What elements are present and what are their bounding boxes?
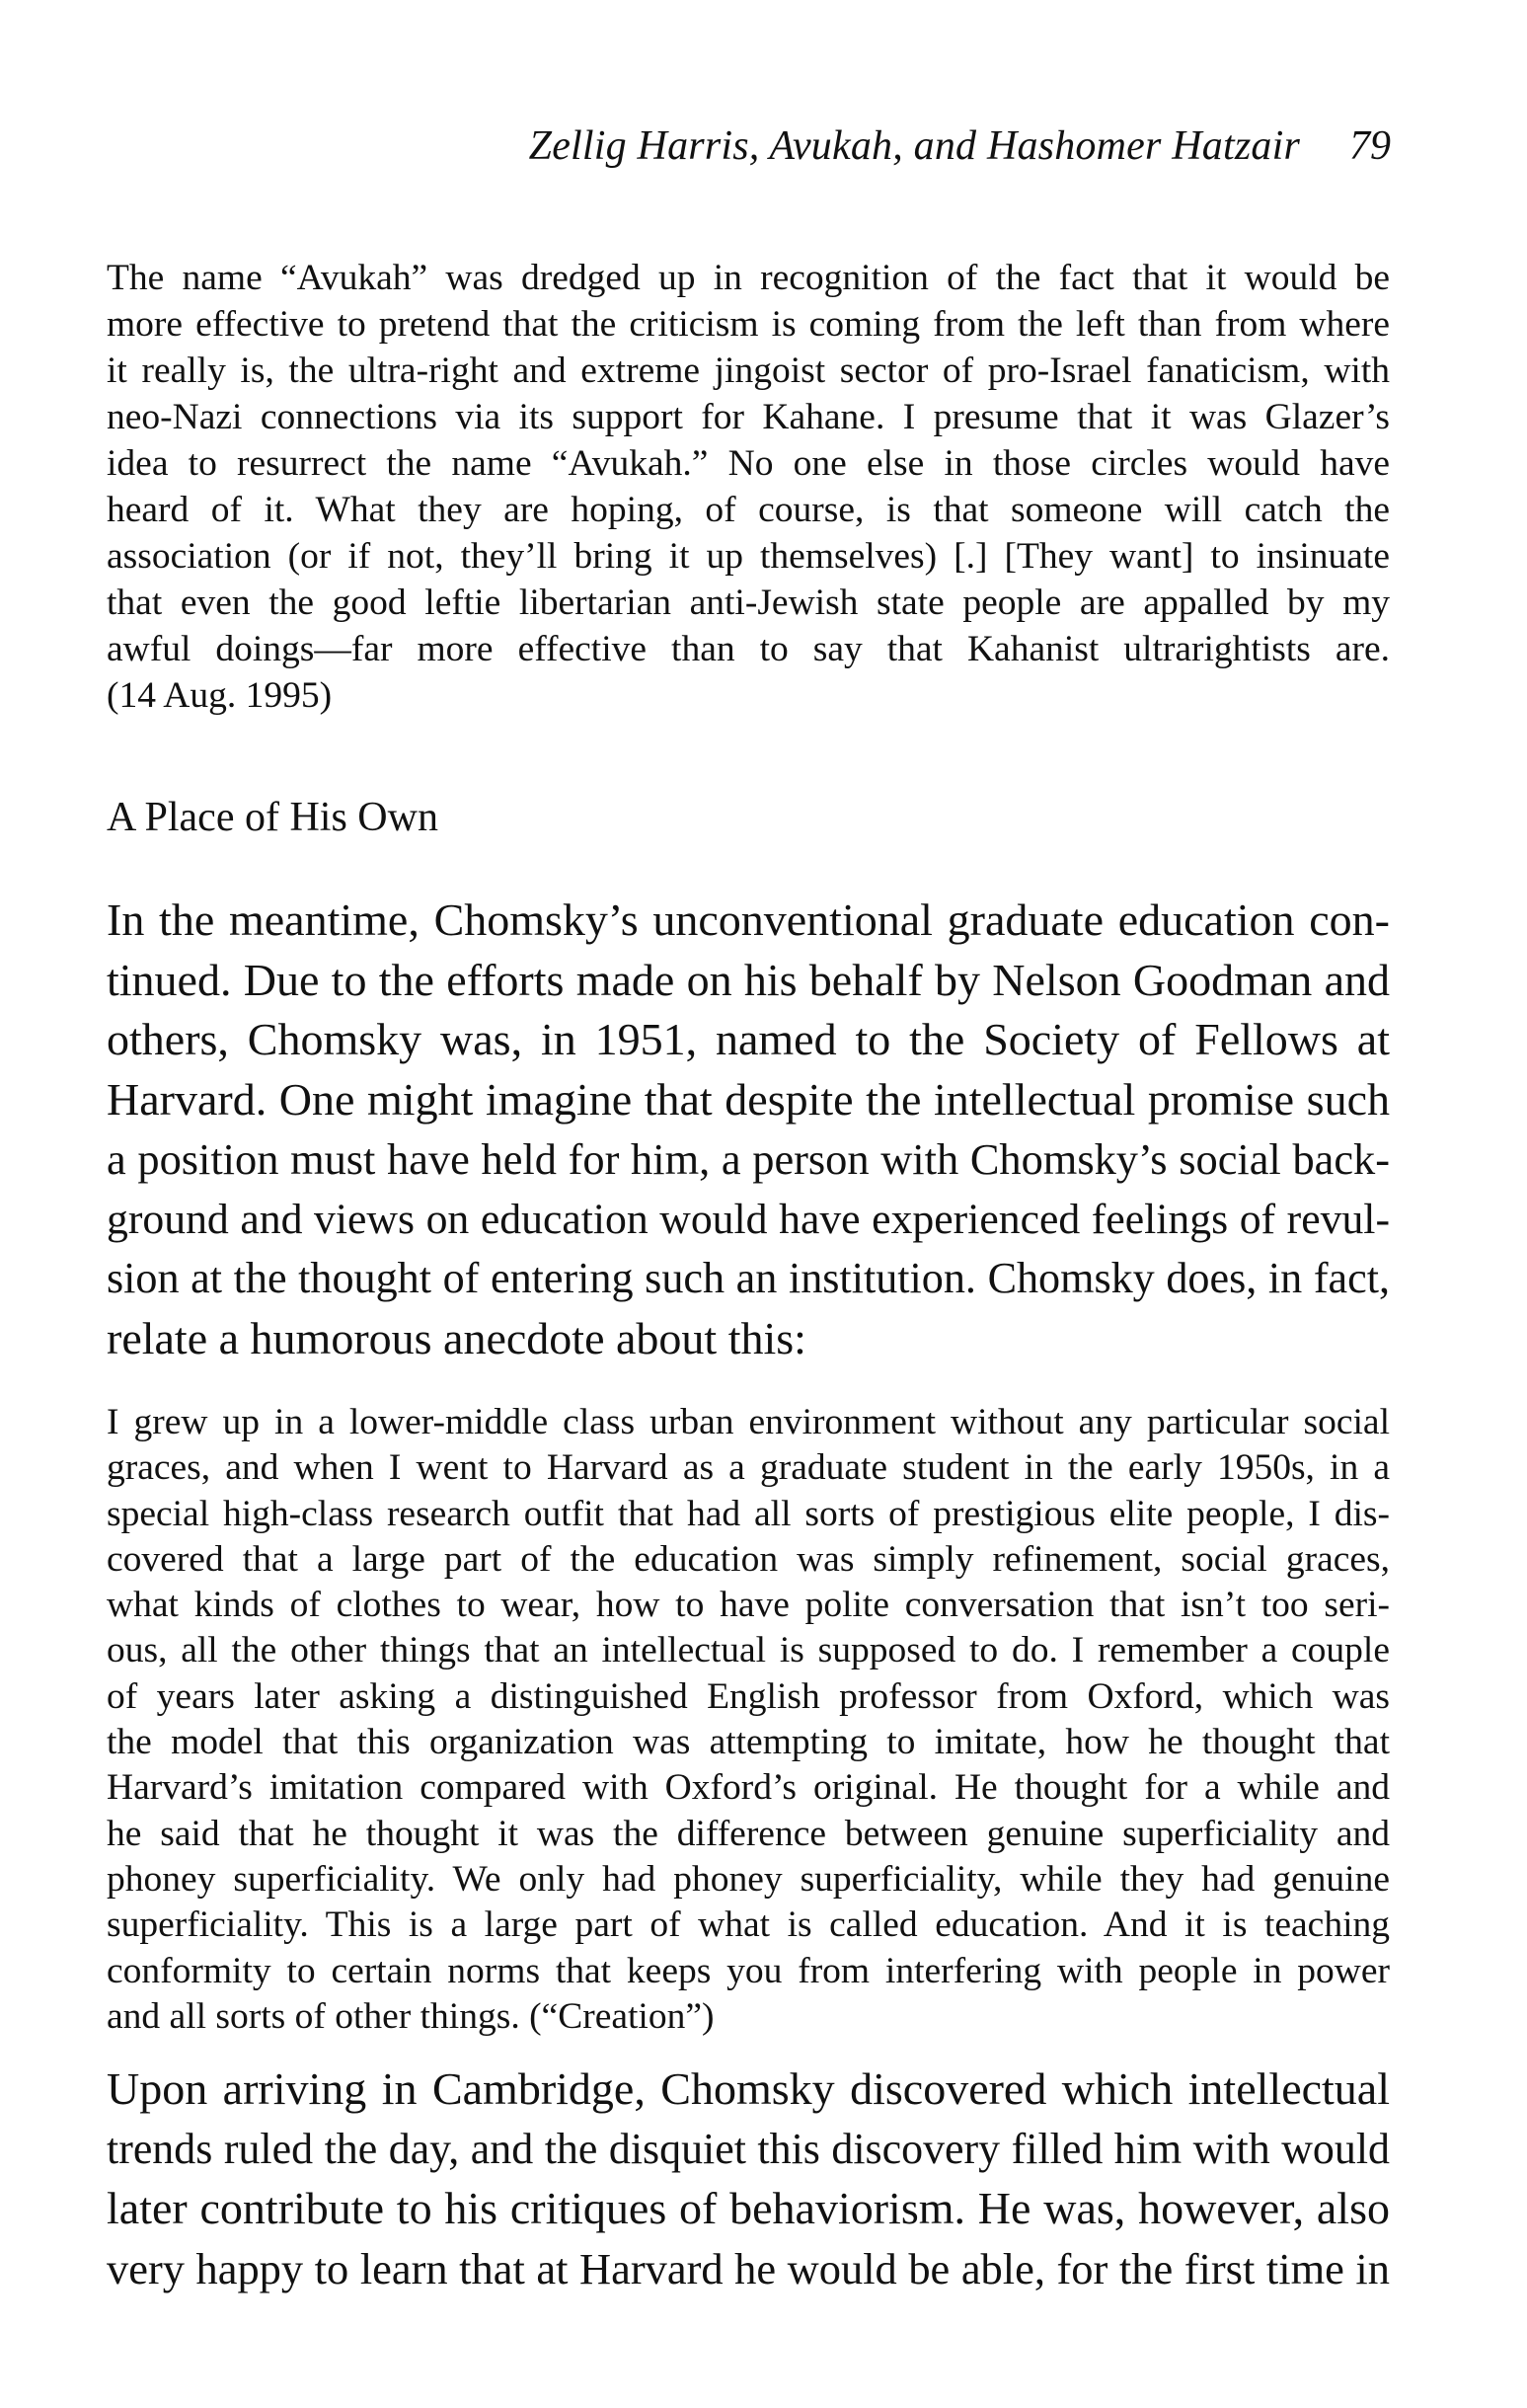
text-line: Harvard’s imitation compared with Oxford’s original. He thought for a while and <box>107 1767 1390 1809</box>
text-line: Upon arriving in Cambridge, Chomsky discovered which intellectual <box>107 2063 1390 2114</box>
text-line: sion at the thought of entering such an institution. Chomsky does, in fact, <box>107 1254 1390 1302</box>
text-line: In the meantime, Chomsky’s unconventional graduate education con- <box>107 894 1390 945</box>
text-line: he said that he thought it was the difference between genuine superficiality and <box>107 1813 1390 1854</box>
text-line: phoney superficiality. We only had phoney superficiality, while they had genuine <box>107 1858 1390 1900</box>
text-line: idea to resurrect the name “Avukah.” No one else in those circles would have <box>107 443 1390 484</box>
text-line: (14 Aug. 1995) <box>107 675 333 716</box>
text-line: The name “Avukah” was dredged up in recognition of the fact that it would be <box>107 258 1390 298</box>
text-line: graces, and when I went to Harvard as a graduate student in the early 1950s, in a <box>107 1447 1390 1489</box>
running-head-title: Zellig Harris, Avukah, and Hashomer Hatzair <box>528 123 1300 169</box>
text-line: Harvard. One might imagine that despite the intellectual promise such <box>107 1073 1390 1125</box>
body-paragraph <box>107 891 1390 1368</box>
text-line: it really is, the ultra-right and extreme jingoist sector of pro-Israel fanaticism, with <box>107 350 1390 391</box>
text-line: more effective to pretend that the criticism is coming from the left than from where <box>107 304 1390 345</box>
block-quote-glazer <box>107 255 1390 719</box>
block-quote-chomsky <box>107 1400 1390 2040</box>
text-line: of years later asking a distinguished English professor from Oxford, which was <box>107 1675 1390 1717</box>
text-line: covered that a large part of the education was simply refinement, social graces, <box>107 1538 1390 1580</box>
text-line: others, Chomsky was, in 1951, named to the Society of Fellows at <box>107 1014 1390 1064</box>
text-line: awful doings—far more effective than to say that Kahanist ultrarightists are. <box>107 629 1390 669</box>
text-line: I grew up in a lower-middle class urban environment without any particular social <box>107 1402 1390 1442</box>
text-line: association (or if not, they’ll bring it up themselves) [.] [They want] to insinuate <box>107 536 1390 577</box>
text-line: the model that this organization was attempting to imitate, how he thought that <box>107 1722 1390 1763</box>
text-line: very happy to learn that at Harvard he would be able, for the first time in <box>107 2243 1390 2293</box>
text-line: relate a humorous anecdote about this: <box>107 1312 806 1363</box>
text-line: later contribute to his critiques of behaviorism. He was, however, also <box>107 2183 1390 2233</box>
section-heading: A Place of His Own <box>107 795 438 840</box>
text-line: and all sorts of other things. (“Creation”) <box>107 1995 715 2037</box>
running-head <box>148 117 1391 176</box>
text-line: neo-Nazi connections via its support for Kahane. I presume that it was Glazer’s <box>107 397 1390 437</box>
text-line: a position must have held for him, a person with Chomsky’s social back- <box>107 1134 1390 1184</box>
text-line: tinued. Due to the efforts made on his behalf by Nelson Goodman and <box>107 954 1390 1005</box>
text-line: conformity to certain norms that keeps you from interfering with people in power <box>107 1950 1390 1991</box>
body-paragraph <box>107 2059 1390 2298</box>
text-line: special high-class research outfit that had all sorts of prestigious elite people, I dis- <box>107 1493 1390 1534</box>
text-line: superficiality. This is a large part of what is called education. And it is teaching <box>107 1904 1390 1946</box>
page-number: 79 <box>1349 123 1391 169</box>
text-line: ground and views on education would have experienced feelings of revul- <box>107 1195 1390 1243</box>
text-line: that even the good leftie libertarian anti-Jewish state people are appalled by my <box>107 583 1390 623</box>
text-line: ous, all the other things that an intellectual is supposed to do. I remember a couple <box>107 1630 1390 1671</box>
text-line: what kinds of clothes to wear, how to have polite conversation that isn’t too seri- <box>107 1585 1390 1626</box>
text-line: trends ruled the day, and the disquiet this discovery filled him with would <box>107 2125 1390 2173</box>
text-line: heard of it. What they are hoping, of course, is that someone will catch the <box>107 490 1390 530</box>
